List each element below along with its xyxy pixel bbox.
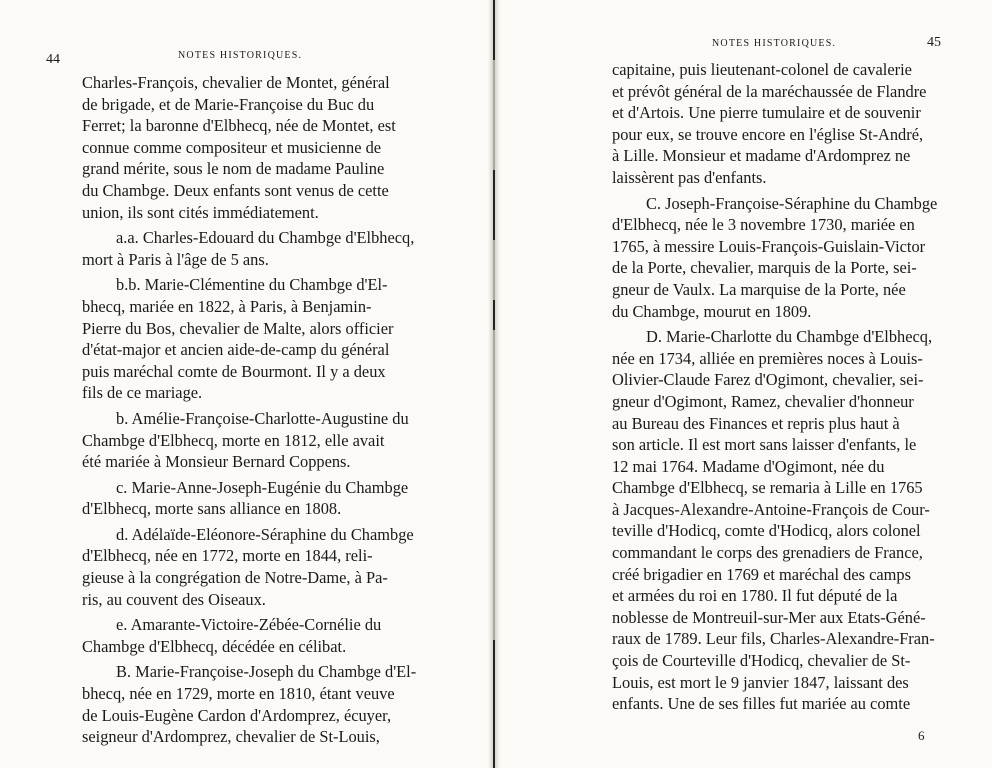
text-line: du Chambge. Deux enfants sont venus de cette — [82, 180, 389, 200]
running-head: NOTES HISTORIQUES. — [178, 50, 303, 61]
text-line: Chambge d'Elbhecq, morte en 1812, elle avait — [82, 430, 385, 450]
paragraph — [82, 524, 422, 610]
text-line: bhecq, mariée en 1822, à Paris, à Benjamin- — [82, 296, 372, 316]
text-line: noblesse de Montreuil-sur-Mer aux Etats-Géné- — [612, 607, 926, 627]
text-line: teville d'Hodicq, comte d'Hodicq, alors colonel — [612, 521, 921, 541]
text-line: Louis, est mort le 9 janvier 1847, laissant des — [612, 672, 909, 692]
text-line: de Louis-Eugène Cardon d'Ardomprez, écuyer, — [82, 705, 392, 725]
text-line: son article. Il est mort sans laisser d'enfants, le — [612, 435, 917, 455]
body-text — [612, 59, 954, 715]
text-line: et armées du roi en 1780. Il fut député de la — [612, 586, 898, 606]
text-line: commandant le corps des grenadiers de France, — [612, 543, 923, 563]
text-line: raux de 1789. Leur fils, Charles-Alexandre-Fran- — [612, 629, 935, 649]
paragraph — [82, 477, 422, 520]
book-gutter — [488, 0, 500, 768]
text-line: B. Marie-Françoise-Joseph du Chambge d'El- — [116, 662, 417, 682]
text-line: d'Elbhecq, née le 3 novembre 1730, mariée en — [612, 215, 915, 235]
text-line: enfants. Une de ses filles fut mariée au comte — [612, 694, 911, 714]
text-line: 12 mai 1764. Madame d'Ogimont, née du — [612, 456, 885, 476]
paragraph — [82, 72, 422, 223]
text-line: D. Marie-Charlotte du Chambge d'Elbhecq, — [646, 327, 933, 347]
text-line: créé brigadier en 1769 et maréchal des camps — [612, 564, 911, 584]
paragraph — [82, 614, 422, 657]
text-line: à Jacques-Alexandre-Antoine-François de Cour- — [612, 499, 930, 519]
text-line: née en 1734, alliée en premières noces à Louis- — [612, 348, 923, 368]
text-line: Charles-François, chevalier de Montet, général — [82, 73, 390, 92]
gutter-shadow — [493, 300, 495, 330]
text-line: de brigade, et de Marie-Françoise du Buc du — [82, 94, 375, 114]
text-line: 1765, à messire Louis-François-Guislain-Victor — [612, 236, 926, 256]
page-number: 44 — [46, 52, 60, 67]
text-line: grand mérite, sous le nom de madame Pauline — [82, 159, 385, 179]
text-line: à Lille. Monsieur et madame d'Ardomprez ne — [612, 146, 911, 166]
gutter-shadow — [493, 0, 495, 60]
text-line: a.a. Charles-Edouard du Chambge d'Elbhecq, — [116, 228, 415, 248]
running-head: NOTES HISTORIQUES. — [712, 38, 837, 49]
left-page — [0, 0, 488, 768]
gutter-shadow — [493, 640, 495, 768]
text-line: Chambge d'Elbhecq, se remaria à Lille en 1765 — [612, 478, 923, 498]
paragraph — [82, 408, 422, 473]
text-line: bhecq, née en 1729, morte en 1810, étant veuve — [82, 684, 395, 704]
text-line: gneur de Vaulx. La marquise de la Porte, née — [612, 279, 906, 299]
text-line: laissèrent pas d'enfants. — [612, 167, 767, 187]
gutter-shadow — [493, 170, 495, 240]
text-line: connue comme compositeur et musicienne de — [82, 137, 382, 157]
text-line: b. Amélie-Françoise-Charlotte-Augustine du — [116, 408, 409, 428]
text-line: gieuse à la congrégation de Notre-Dame, à Pa- — [82, 568, 388, 588]
text-line: du Chambge, mourut en 1809. — [612, 301, 812, 321]
text-line: gneur d'Ogimont, Ramez, chevalier d'honneur — [612, 391, 914, 411]
text-line: seigneur d'Ardomprez, chevalier de St-Louis, — [82, 727, 380, 747]
text-line: d. Adélaïde-Eléonore-Séraphine du Chambge — [116, 524, 414, 544]
text-line: Chambge d'Elbhecq, décédée en célibat. — [82, 636, 347, 656]
text-line: C. Joseph-Françoise-Séraphine du Chambge — [646, 193, 938, 213]
text-line: été mariée à Monsieur Bernard Coppens. — [82, 452, 351, 472]
text-line: puis maréchal comte de Bourmont. Il y a deux — [82, 361, 386, 381]
text-line: mort à Paris à l'âge de 5 ans. — [82, 249, 269, 269]
text-line: d'Elbhecq, morte sans alliance en 1808. — [82, 499, 342, 519]
text-line: et d'Artois. Une pierre tumulaire et de souvenir — [612, 103, 921, 123]
text-line: ris, au couvent des Oiseaux. — [82, 589, 266, 609]
paragraph — [612, 326, 954, 715]
text-line: de la Porte, chevalier, marquis de la Porte, sei- — [612, 258, 917, 278]
paragraph — [612, 59, 954, 189]
text-line: Olivier-Claude Farez d'Ogimont, chevalier, sei- — [612, 370, 924, 390]
page-number: 45 — [927, 35, 941, 50]
text-line: Pierre du Bos, chevalier de Malte, alors officier — [82, 318, 394, 338]
right-page — [500, 0, 992, 768]
text-line: Ferret; la baronne d'Elbhecq, née de Montet, est — [82, 116, 396, 136]
paragraph — [82, 227, 422, 270]
text-line: e. Amarante-Victoire-Zébée-Cornélie du — [116, 615, 382, 635]
text-line: et prévôt général de la maréchaussée de Flandre — [612, 81, 927, 101]
text-line: union, ils sont cités immédiatement. — [82, 202, 319, 222]
text-line: capitaine, puis lieutenant-colonel de cavalerie — [612, 60, 912, 79]
text-line: d'Elbhecq, née en 1772, morte en 1844, reli- — [82, 546, 373, 566]
text-line: c. Marie-Anne-Joseph-Eugénie du Chambge — [116, 477, 409, 497]
text-line: au Bureau des Finances et repris plus haut à — [612, 413, 900, 433]
text-line: çois de Courteville d'Hodicq, chevalier de St- — [612, 651, 911, 671]
text-line: fils de ce mariage. — [82, 383, 203, 403]
signature-mark: 6 — [918, 728, 925, 743]
paragraph — [82, 274, 422, 404]
text-line: pour eux, se trouve encore en l'église St-André, — [612, 124, 924, 144]
text-line: b.b. Marie-Clémentine du Chambge d'El- — [116, 275, 388, 295]
body-text — [82, 72, 422, 748]
text-line: d'état-major et ancien aide-de-camp du général — [82, 340, 390, 360]
paragraph — [82, 661, 422, 747]
paragraph — [612, 193, 954, 323]
